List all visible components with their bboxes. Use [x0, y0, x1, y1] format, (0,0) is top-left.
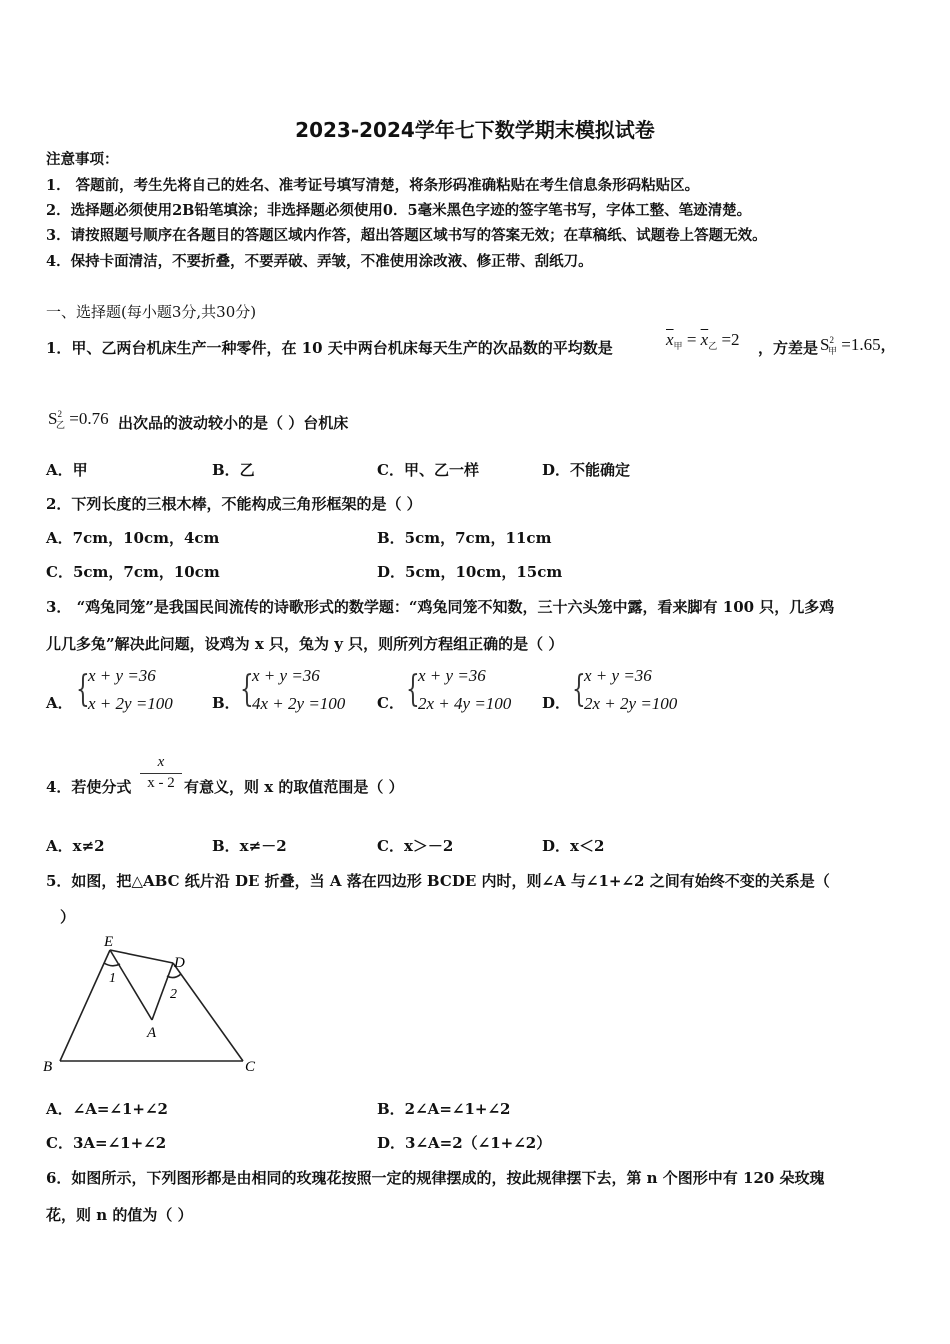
- q1-s-jia-val: =1.65: [836, 335, 881, 354]
- q1-stem-b: ，方差是: [758, 339, 819, 357]
- label-c: C: [245, 1059, 256, 1075]
- q5-figure: [40, 930, 270, 1080]
- q1-s-sup-yi: 2: [57, 409, 62, 419]
- q1-option-b: B．乙: [212, 461, 255, 479]
- q1-comma: ，: [880, 336, 896, 354]
- q3-a-eq2: x + 2y =100: [88, 694, 173, 713]
- q1-s-yi-val: =0.76: [64, 409, 109, 428]
- q4-stem-b: 有意义，则 x 的取值范围是（ ）: [184, 778, 404, 796]
- q2-option-a: A．7cm，10cm，4cm: [46, 529, 220, 547]
- notice-item-3: 3．请按照题号顺序在各题目的答题区域内作答，超出答题区域书写的答案无效；在草稿纸、试题卷上答题无效。: [46, 227, 767, 244]
- q3-brace-d: {: [572, 669, 586, 710]
- q1-means: [666, 330, 740, 356]
- q6-line2: 花，则 n 的值为（ ）: [46, 1206, 193, 1224]
- notice-item-4: 4．保持卡面清洁，不要折叠，不要弄破、弄皱，不准使用涂改液、修正带、刮纸刀。: [46, 253, 593, 270]
- q5-line2: ）: [60, 908, 76, 926]
- q5-option-d: D．3∠A=2（∠1+∠2）: [377, 1134, 552, 1152]
- label-angle-2: 2: [170, 987, 177, 1002]
- edge-eb: [60, 950, 110, 1061]
- q1-stem-c: 出次品的波动较小的是（ ）台机床: [118, 414, 349, 432]
- q3-label-a: A．: [46, 694, 73, 712]
- q4-option-d: D．x＜2: [542, 837, 605, 855]
- q3-c-eq1: x + y =36: [418, 666, 486, 685]
- q1-sub-yi: 乙: [708, 341, 718, 351]
- q1-xbar-yi: $\overline{x}$: [700, 330, 709, 349]
- label-d: D: [174, 955, 185, 971]
- notice-item-1: 1． 答题前，考生先将自己的姓名、准考证号填写清楚，将条形码准确粘贴在考生信息条形码粘贴区。: [46, 177, 700, 194]
- notice-item-2: 2．选择题必须使用2B铅笔填涂；非选择题必须使用0．5毫米黑色字迹的签字笔书写，字体工整、笔迹清楚。: [46, 202, 752, 219]
- q1-stem-a: 1．甲、乙两台机床生产一种零件，在 10 天中两台机床每天生产的次品数的平均数是: [46, 339, 613, 357]
- q4-numerator: x: [140, 754, 182, 774]
- label-angle-1: 1: [109, 971, 116, 986]
- q1-xbar-jia: $\overline{x}$: [666, 330, 674, 349]
- q5-option-b: B．2∠A=∠1+∠2: [377, 1100, 511, 1118]
- label-b: B: [43, 1059, 53, 1075]
- q4-option-c: C．x＞－2: [377, 837, 454, 855]
- q4-fraction: [140, 754, 182, 792]
- q4-option-a: A．x≠2: [46, 837, 105, 855]
- q3-label-b: B．: [212, 694, 240, 712]
- q3-d-eq1: x + y =36: [584, 666, 652, 685]
- q1-eq2: =2: [717, 330, 740, 349]
- q2-option-b: B．5cm，7cm，11cm: [377, 529, 552, 547]
- edge-ed: [110, 950, 173, 963]
- q3-c-eq2: 2x + 4y =100: [418, 694, 512, 713]
- label-e: E: [104, 934, 114, 950]
- q2-option-d: D．5cm，10cm，15cm: [377, 563, 563, 581]
- q3-label-d: D．: [542, 694, 571, 712]
- q1-s-sup-jia: 2: [829, 335, 834, 345]
- q1-s-sub-yi: 乙: [55, 420, 65, 430]
- q3-brace-c: {: [406, 669, 420, 710]
- q5-option-c: C．3A=∠1+∠2: [46, 1134, 167, 1152]
- q5-option-a: A．∠A=∠1+∠2: [46, 1100, 168, 1118]
- q3-a-eq1: x + y =36: [88, 666, 156, 685]
- label-a: A: [147, 1025, 157, 1041]
- q2-option-c: C．5cm，7cm，10cm: [46, 563, 220, 581]
- q1-var-jia: [820, 330, 896, 361]
- q1-s-sub-jia: 甲: [827, 346, 837, 356]
- q1-sub-jia: 甲: [673, 341, 683, 351]
- q3-line2: 儿几多兔”解决此问题，设鸡为 x 只，兔为 y 只，则所列方程组正确的是（ ）: [46, 635, 564, 653]
- q4-denominator: x - 2: [147, 775, 175, 791]
- q6-line1: 6．如图所示，下列图形都是由相同的玫瑰花按照一定的规律摆成的，按此规律摆下去，第 n 个图形中有 120 朵玫瑰: [46, 1169, 825, 1187]
- q3-label-c: C．: [377, 694, 404, 712]
- q3-d-eq2: 2x + 2y =100: [584, 694, 678, 713]
- q1-s-yi: S: [48, 409, 58, 428]
- page-title: 2023-2024学年七下数学期末模拟试卷: [295, 118, 655, 142]
- q2-stem: 2．下列长度的三根木棒，不能构成三角形框架的是（ ）: [46, 495, 422, 513]
- notice-heading: 注意事项：: [46, 151, 119, 168]
- q3-brace-b: {: [240, 669, 254, 710]
- section-heading: 一、选择题(每小题3分,共30分): [46, 303, 257, 321]
- q5-line1: 5．如图，把△ABC 纸片沿 DE 折叠，当 A 落在四边形 BCDE 内时，则∠A 与∠1+∠2 之间有始终不变的关系是（: [46, 872, 830, 890]
- q3-line1: 3． “鸡兔同笼”是我国民间流传的诗歌形式的数学题：“鸡兔同笼不知数，三十六头笼中露，看来脚有 100 只，几多鸡: [46, 598, 835, 616]
- q1-s-jia: S: [820, 335, 830, 354]
- q1-option-d: D．不能确定: [542, 461, 631, 479]
- q1-option-c: C．甲、乙一样: [377, 461, 479, 479]
- q1-var-yi: [48, 404, 109, 435]
- q4-option-b: B．x≠－2: [212, 837, 287, 855]
- q1-eq1: =: [682, 330, 701, 349]
- q4-stem-a: 4．若使分式: [46, 778, 132, 796]
- q1-option-a: A．甲: [46, 461, 88, 479]
- edge-cd: [173, 963, 243, 1061]
- edge-ea: [110, 950, 152, 1020]
- q3-b-eq2: 4x + 2y =100: [252, 694, 346, 713]
- q3-b-eq1: x + y =36: [252, 666, 320, 685]
- q3-brace-a: {: [76, 669, 90, 710]
